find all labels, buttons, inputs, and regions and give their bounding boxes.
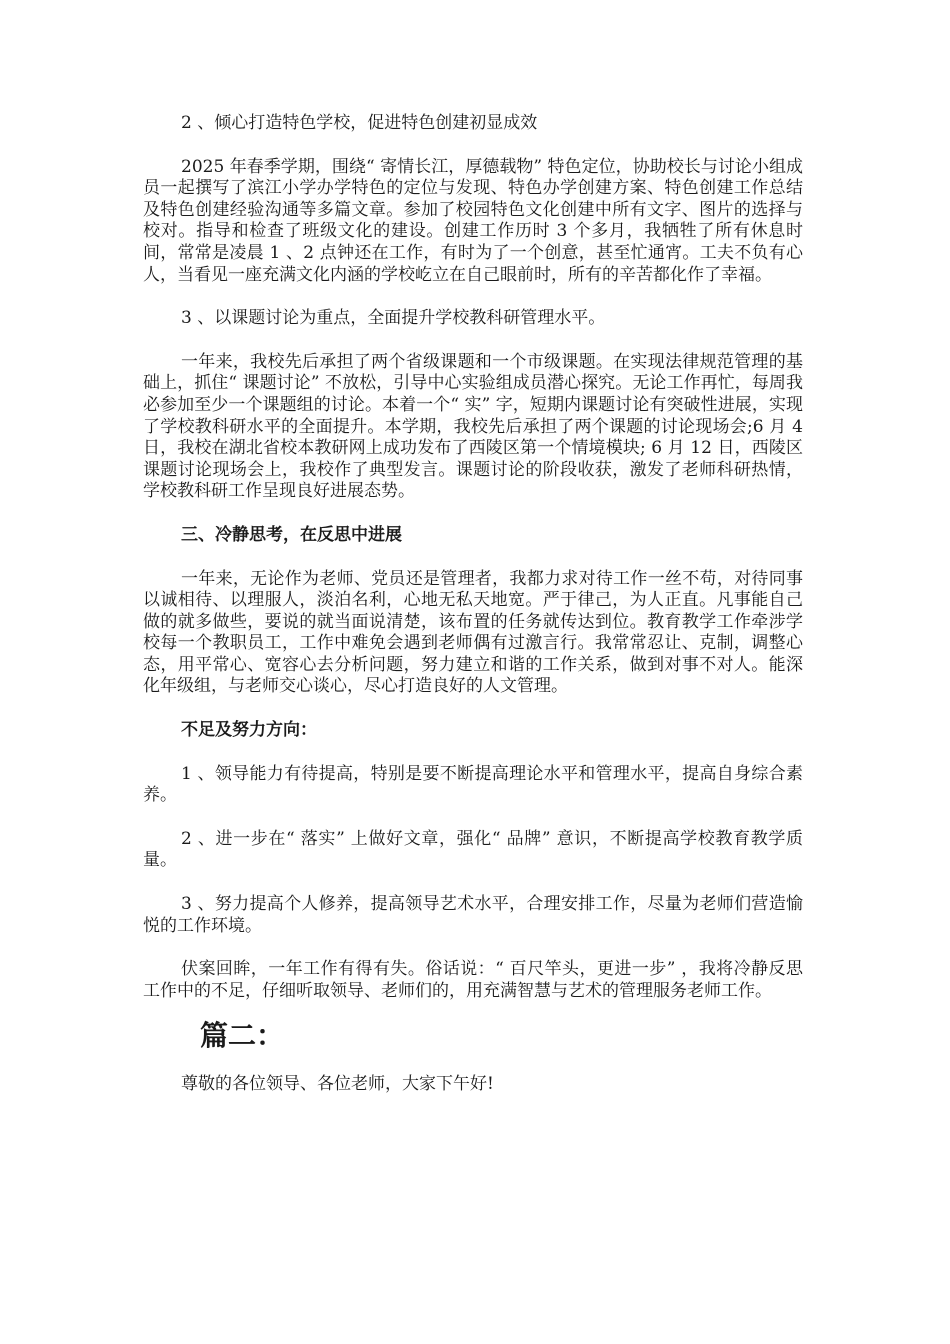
list-item-3: 3 、努力提高个人修养，提高领导艺术水平，合理安排工作，尽量为老师们营造愉悦的工作环境。 [143, 894, 803, 936]
section-heading-2: 2 、倾心打造特色学校，促进特色创建初显成效 [181, 113, 538, 133]
list-item-1: 1 、领导能力有待提高，特别是要不断提高理论水平和管理水平，提高自身综合素养。 [143, 763, 803, 806]
list-item-2: 2 、进一步在“ 落实” 上做好文章，强化“ 品牌” 意识，不断提高学校教育教学质量。 [143, 828, 803, 871]
document-page [143, 113, 803, 1096]
part-two-heading: 篇二： [200, 1019, 285, 1053]
paragraph-conclusion: 伏案回眸，一年工作有得有失。俗话说：“ 百尺竿头，更进一步” ，我将冷静反思工作中的不足，仔细听取领导、老师们的，用充满智慧与艺术的管理服务老师工作。 [143, 959, 803, 1001]
greeting-paragraph: 尊敬的各位领导、各位老师，大家下午好! [181, 1074, 494, 1095]
section-heading-3: 3 、以课题讨论为重点，全面提升学校教科研管理水平。 [181, 308, 606, 329]
paragraph-research: 一年来，我校先后承担了两个省级课题和一个市级课题。在实现法律规范管理的基础上，抓住“ 课题讨论” 不放松，引导中心实验组成员潜心探究。无论工作再忙，每周我必参加至少一个课题组的讨论。本着一个“ 实” 字，短期内课题讨论有突破性进展，实现了学校教科研水平的全面提升。本学期，我校先后承担了两个课题的讨论现场会;6 月 4 日，我校在湖北省校本教研网上成功发布了西陵区第一个情境模块; 6 月 12 日，西陵区课题讨论现场会上，我校作了典型发言。课题讨论的阶段收获，激发了老师科研热情，学校教科研工作呈现良好进展态势。 [143, 351, 803, 502]
chapter-heading-reflection: 三、冷静思考，在反思中进展 [181, 524, 402, 545]
heading-shortcomings: 不足及努力方向： [181, 720, 317, 741]
paragraph-feature-school: 2025 年春季学期，围绕“ 寄情长江，厚德载物” 特色定位，协助校长与讨论小组成员一起撰写了滨江小学办学特色的定位与发现、特色办学创建方案、特色创建工作总结及特色创建经验沟通等多篇文章。参加了校园特色文化创建中所有文字、图片的选择与校对。指导和检查了班级文化的建设。创建工作历时 3 个多月，我牺牲了所有休息时间，常常是凌晨 1 、2 点钟还在工作，有时为了一个创意，甚至忙通宵。工夫不负有心人，当看见一座充满文化内涵的学校屹立在自己眼前时，所有的辛苦都化作了幸福。 [143, 156, 803, 285]
paragraph-reflection: 一年来，无论作为老师、党员还是管理者，我都力求对待工作一丝不苟，对待同事以诚相待、以理服人，淡泊名利，心地无私天地宽。严于律己，为人正直。凡事能自己做的就多做些，要说的就当面说清楚，该布置的任务就传达到位。教育教学工作牵涉学校每一个教职员工，工作中难免会遇到老师偶有过激言行。我常常忍让、克制，调整心态，用平常心、宽容心去分析问题，努力建立和谐的工作关系，做到对事不对人。能深化年级组，与老师交心谈心，尽心打造良好的人文管理。 [143, 568, 803, 697]
